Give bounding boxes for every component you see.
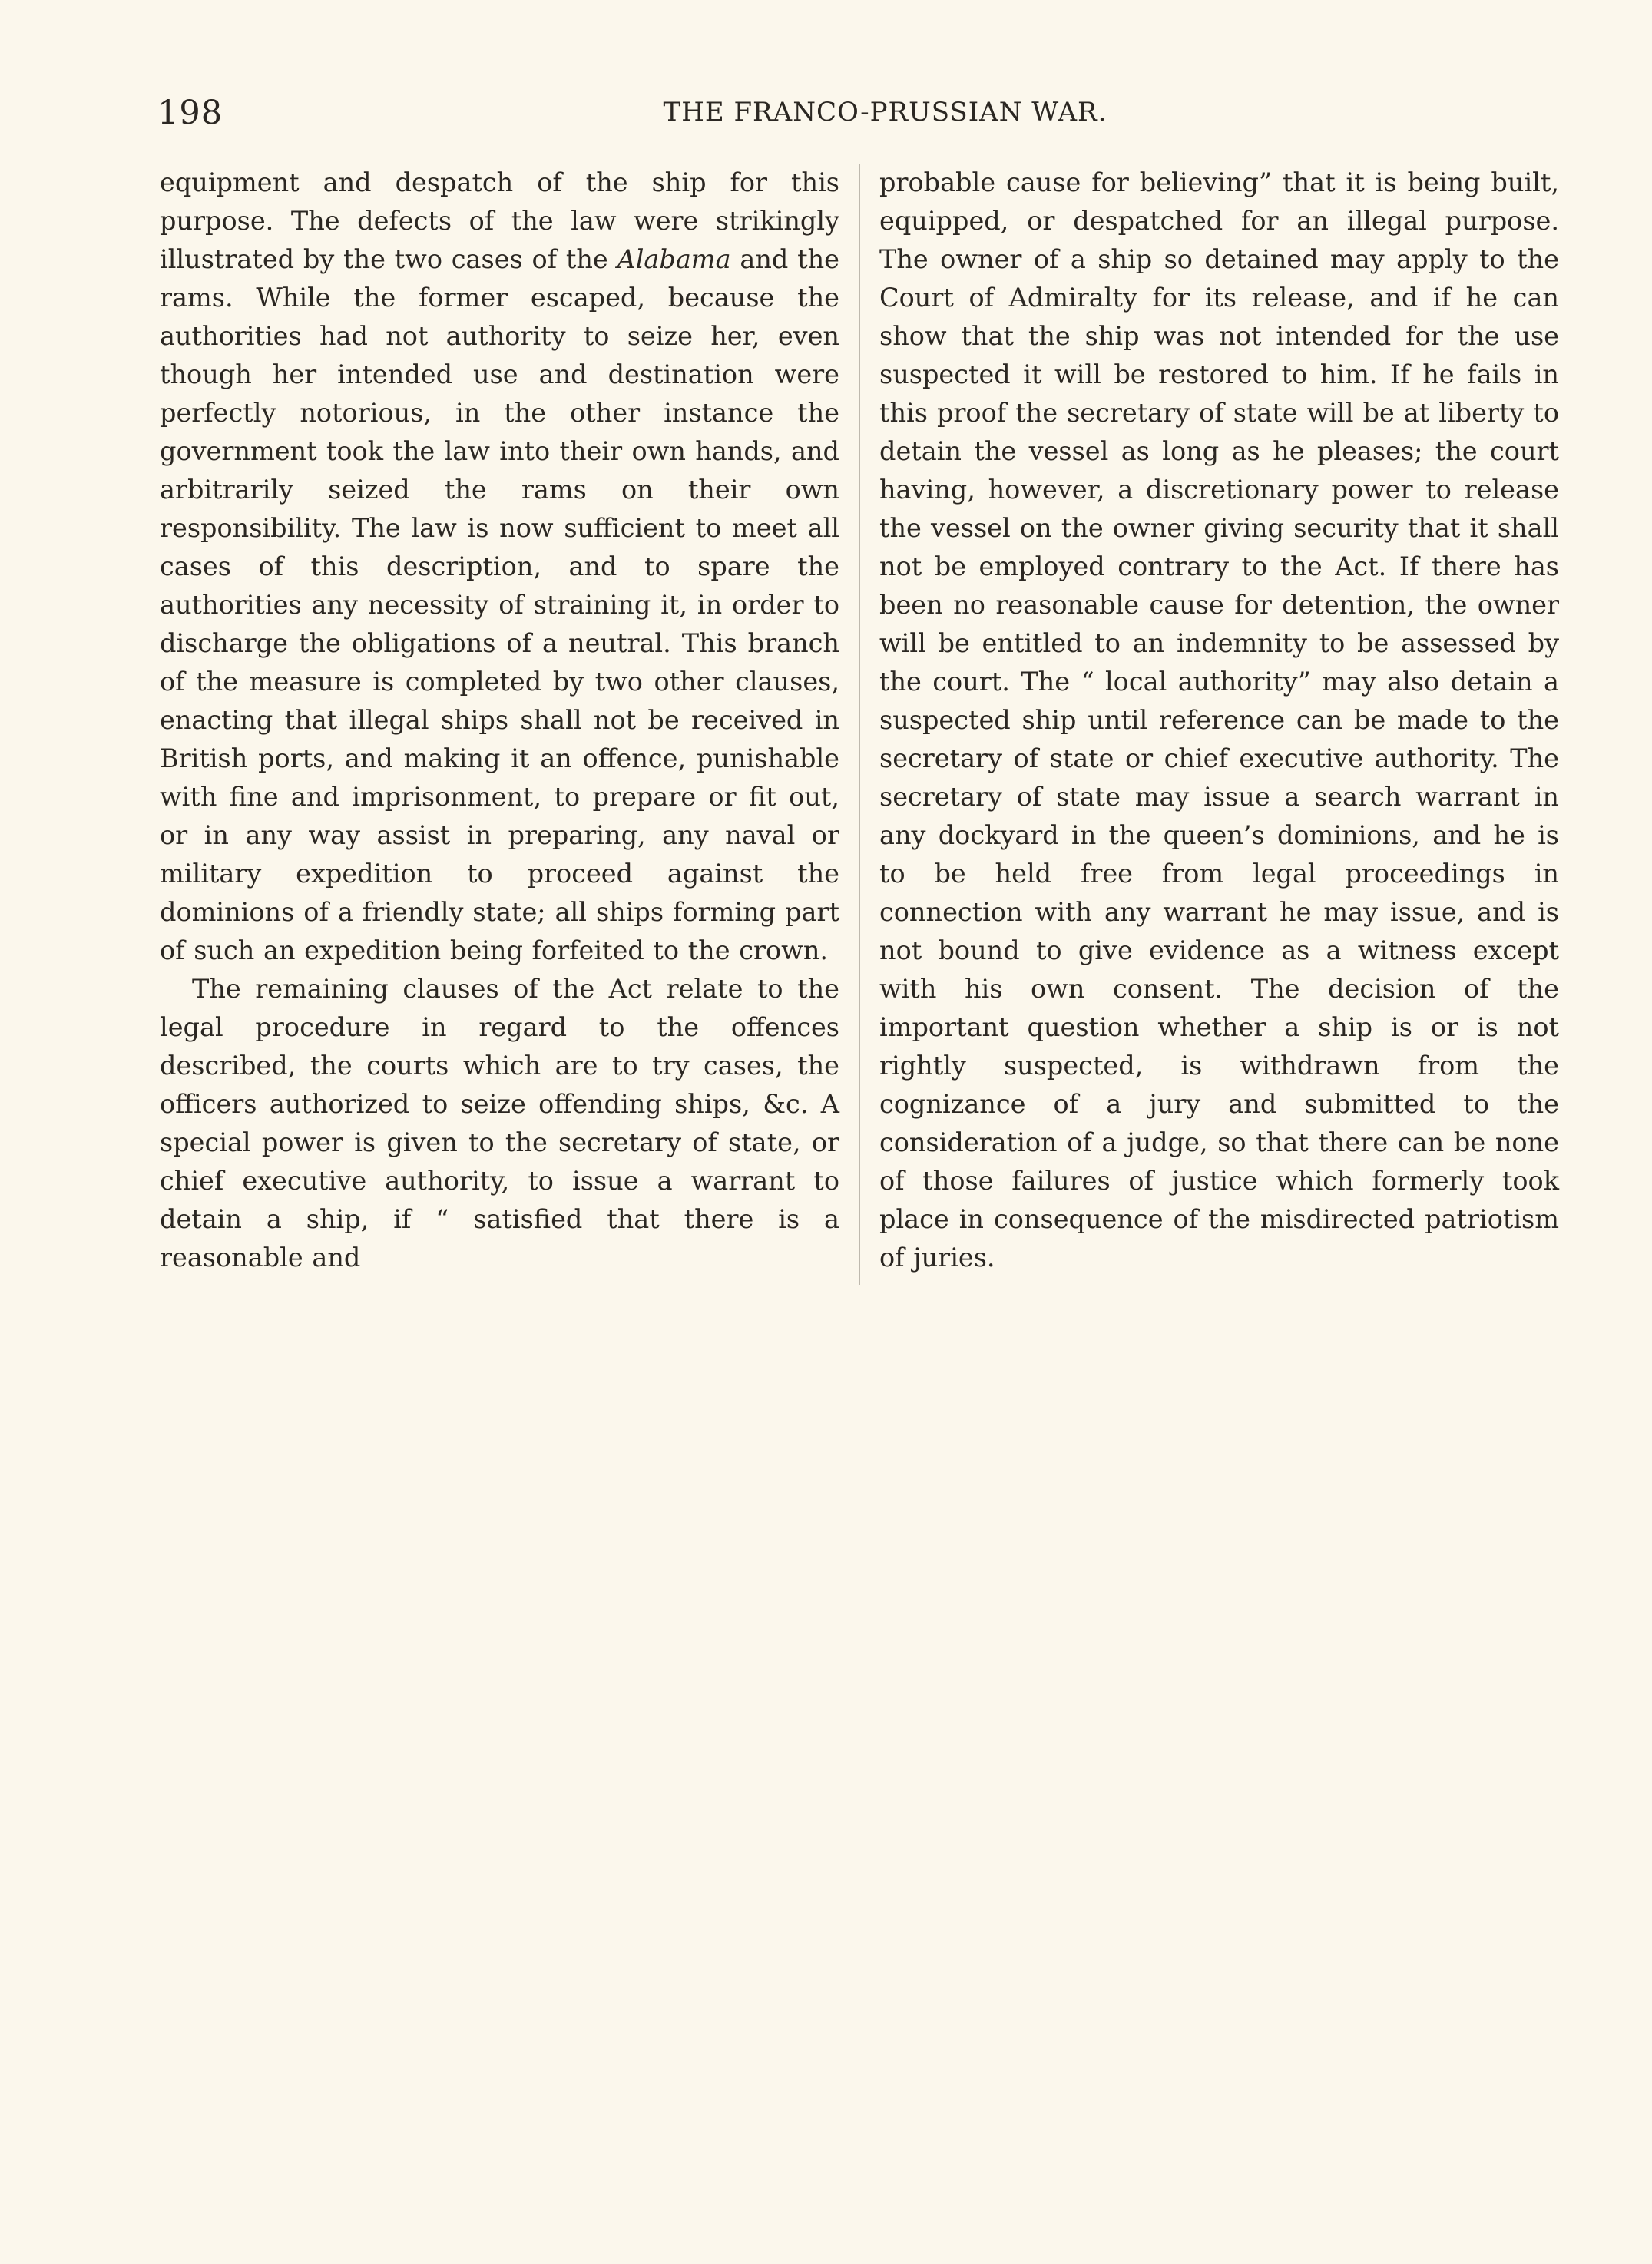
running-head	[157, 94, 1613, 140]
left-paragraph-1-part-1: equipment and despatch of the ship for this purpose. The defects of the law were strikingly illustrated by the two cases of the	[160, 167, 839, 274]
right-paragraph-1: probable cause for believing” that it is being built, equipped, or despatched for an illegal purpose. The owner of a ship so detained may apply to the Court of Admiralty for its release, and if he can show that the ship was not intended for the use suspected it will be restored to him. If he fails in this proof the secretary of state will be at liberty to detain the vessel as long as he pleases; the court having, however, a discretionary power to release the vessel on the owner giving security that it shall not be employed contrary to the Act. If there has been no reasonable cause for detention, the owner will be entitled to an indemnity to be assessed by the court. The “ local authority” may also detain a suspected ship until reference can be made to the secretary of state or chief executive authority. The secretary of state may issue a search warrant in any dockyard in the queen’s dominions, and he is to be held free from legal proceedings in connection with any warrant he may issue, and is not bound to give evidence as a witness except with his own consent. The decision of the important question whether a ship is or is not rightly suspected, is withdrawn from the cognizance of a jury and submitted to the consideration of a judge, so that there can be none of those failures of justice which formerly took place in consequence of the misdirected patriotism of juries.	[879, 167, 1559, 1273]
left-paragraph-1	[160, 164, 839, 970]
left-column	[160, 164, 839, 1277]
right-column	[879, 164, 1559, 1277]
page-number: 198	[157, 94, 223, 132]
column-divider	[859, 164, 860, 1285]
running-title: THE FRANCO-PRUSSIAN WAR.	[663, 97, 1107, 127]
left-paragraph-2: The remaining clauses of the Act relate to the legal procedure in regard to the offences described, the courts which are to try cases, the officers authorized to seize offending ships, &c. A special power is given to the secretary of state, or chief executive authority, to issue a warrant to detain a ship, if “ satisfied that there is a reasonable and	[160, 974, 839, 1273]
alabama-ship-name: Alabama	[617, 244, 731, 274]
left-paragraph-1-part-2: and the rams. While the former escaped, because the authorities had not authority to seize her, even though her intended use and destination were perfectly notorious, in the other instance the government took the law into their own hands, and arbitrarily seized the rams on their own responsibility. The law is now sufficient to meet all cases of this description, and to spare the authorities any necessity of straining it, in order to discharge the obligations of a neutral. This branch of the measure is completed by two other clauses, enacting that illegal ships shall not be received in British ports, and making it an offence, punishable with fine and imprisonment, to prepare or fit out, or in any way assist in preparing, any naval or military expedition to proceed against the dominions of a friendly state; all ships forming part of such an expedition being forfeited to the crown.	[160, 244, 839, 965]
